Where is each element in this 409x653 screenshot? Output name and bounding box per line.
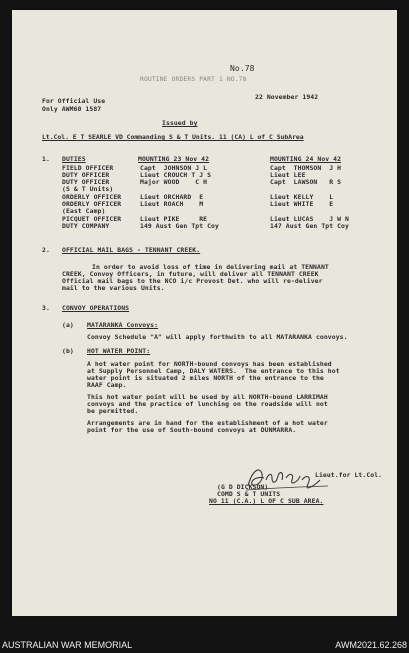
section-2-line: CREEK, Convoy Officers, in future, will deliver all TENNANT CREEK	[62, 270, 319, 278]
duty-24-nov: Lieut KELLY L	[270, 193, 334, 201]
duty-role: DUTY OFFICER	[62, 178, 110, 186]
subsection-b-line: be permitted.	[87, 407, 139, 415]
duty-role: (East Camp)	[62, 207, 106, 215]
official-use-ref: Only AWM60 1587	[42, 105, 102, 113]
duty-23-nov: Major WOOD C H	[140, 178, 208, 186]
section-1-heading: DUTIES	[62, 155, 86, 163]
subsection-b-line: convoys and the practice of lunching on the roadside will not	[87, 400, 328, 408]
duty-role: ORDERLY OFFICER	[62, 200, 122, 208]
official-use-label: For Official Use	[42, 97, 106, 105]
subsection-b-line: Arrangements are in hand for the establishment of a hot water	[87, 419, 328, 427]
subsection-b-line: RAAF Camp.	[87, 381, 127, 389]
column-heading-23-nov: MOUNTING 23 Nov 42	[138, 155, 210, 163]
document-page	[12, 10, 397, 616]
subsection-b-line: A hot water point for NORTH-bound convoys has been established	[87, 360, 332, 368]
archive-name: AUSTRALIAN WAR MEMORIAL	[2, 640, 133, 650]
subsection-b-line: point for the use of South-bound convoys at DUNMARRA.	[87, 426, 297, 434]
duty-role: DUTY OFFICER	[62, 171, 110, 179]
section-2-line: mail to the various Units.	[62, 284, 165, 292]
duty-24-nov: Lieut LUCAS J W N	[270, 215, 349, 223]
subsection-b-label: (b)	[62, 347, 74, 355]
duty-23-nov: Lieut ROACH M	[140, 200, 204, 208]
subsection-a-body: Convoy Schedule "A" will apply forthwith to all MATARANKA convoys.	[87, 333, 348, 341]
section-1-number: 1.	[42, 155, 50, 163]
duty-24-nov: Capt THOMSON J H	[270, 164, 342, 172]
duty-23-nov: 149 Aust Gen Tpt Coy	[140, 222, 219, 230]
document-number: No.78	[230, 64, 255, 73]
section-2-line: In order to avoid loss of time in delivering mail at TENNANT	[92, 263, 329, 271]
issued-by-label: Issued by	[162, 119, 198, 127]
signatory-area: NO 11 (C.A.) L OF C SUB AREA.	[209, 497, 324, 505]
duty-23-nov: Capt JOHNSON J L	[140, 164, 208, 172]
faint-header-title: ROUTINE ORDERS PART 1 NO.78	[140, 75, 247, 83]
subsection-b-line: water point is situated 2 miles NORTH of the entrance to the	[87, 374, 324, 382]
section-2-heading: OFFICIAL MAIL BAGS - TENNANT CREEK.	[62, 246, 201, 254]
signature-for: Lieut.for Lt.Col.	[315, 471, 383, 479]
subsection-b-line: at Supply Personnel Camp, DALY WATERS. The entrance to this hot	[87, 367, 340, 375]
duty-24-nov: 147 Aust Gen Tpt Coy	[270, 222, 349, 230]
signatory-name: (G D DICKSON)	[217, 483, 269, 491]
duty-role: DUTY COMPANY	[62, 222, 110, 230]
duty-role: PICQUET OFFICER	[62, 215, 122, 223]
subsection-b-heading: HOT WATER POINT:	[87, 347, 151, 355]
section-3-heading: CONVOY OPERATIONS	[62, 304, 130, 312]
document-date: 22 November 1942	[255, 93, 319, 101]
column-heading-24-nov: MOUNTING 24 Nov 42	[270, 155, 342, 163]
duty-role: (S & T Units)	[62, 185, 114, 193]
section-2-number: 2.	[42, 246, 50, 254]
duty-23-nov: Lieut ORCHARD E	[140, 193, 204, 201]
duty-23-nov: Lieut PIKE RE	[140, 215, 208, 223]
duty-24-nov: Lieut WHITE E	[270, 200, 334, 208]
duty-23-nov: Lieut CROUCH T J S	[140, 171, 212, 179]
duty-24-nov: Capt LAWSON R S	[270, 178, 342, 186]
archive-reference: AWM2021.62.268	[335, 640, 407, 650]
duty-role: ORDERLY OFFICER	[62, 193, 122, 201]
duty-role: FIELD OFFICER	[62, 164, 114, 172]
section-2-line: Official mail bags to the NCO i/c Provost Det. who will re-deliver	[62, 277, 323, 285]
subsection-a-label: (a)	[62, 321, 74, 329]
subsection-a-heading: MATARANKA Convoys:	[87, 321, 159, 329]
issuer-line: Lt.Col. E T SEARLE VD Commanding S & T Units. 11 (CA) L of C SubArea	[42, 133, 304, 141]
section-3-number: 3.	[42, 304, 50, 312]
signatory-unit: COMD S & T UNITS	[217, 490, 281, 498]
subsection-b-line: This hot water point will be used by all NORTH-bound LARRIMAH	[87, 393, 328, 401]
duty-24-nov: Lieut LEE	[270, 171, 306, 179]
archive-footer	[0, 638, 409, 653]
